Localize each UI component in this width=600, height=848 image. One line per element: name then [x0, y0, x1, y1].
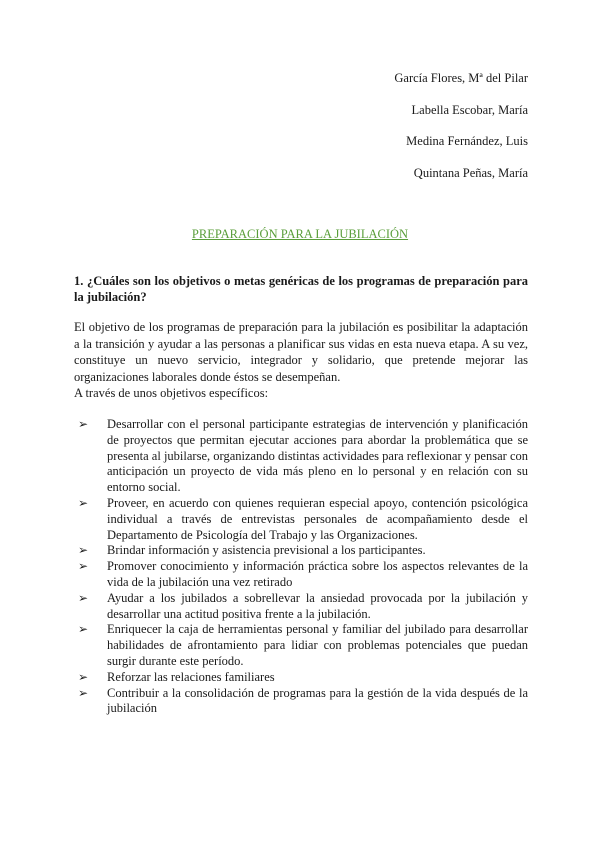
author-name: Labella Escobar, María — [411, 102, 528, 117]
objective-text: Ayudar a los jubilados a sobrellevar la ansiedad provocada por la jubilación y desarrollar una actitud positiva frente a la jubilación. — [107, 590, 528, 621]
author-name: García Flores, Mª del Pilar — [394, 71, 528, 85]
list-item — [74, 559, 528, 591]
arrow-bullet-icon: ➢ — [78, 543, 89, 558]
objectives-list — [74, 417, 528, 717]
arrow-bullet-icon: ➢ — [78, 559, 89, 574]
arrow-bullet-icon: ➢ — [78, 417, 89, 431]
specific-objectives-intro: A través de unos objetivos específicos: — [74, 386, 269, 400]
list-item — [74, 496, 528, 543]
list-item — [74, 417, 528, 496]
objective-text: Reforzar las relaciones familiares — [107, 669, 275, 684]
objective-text: Contribuir a la consolidación de programas para la gestión de la vida después de la jubilación — [107, 685, 528, 716]
arrow-bullet-icon: ➢ — [78, 495, 89, 510]
document-title: PREPARACIÓN PARA LA JUBILACIÓN — [191, 227, 409, 241]
list-item — [74, 591, 528, 623]
intro-section — [74, 319, 528, 402]
arrow-bullet-icon: ➢ — [78, 590, 89, 605]
list-item — [74, 670, 528, 686]
intro-paragraph: El objetivo de los programas de preparación para la jubilación es posibilitar la adaptación a la transición y ayudar a las personas a planificar sus vidas en esta nueva etapa. A su vez, constituye un nuevo servicio, integrador y solidario, que pretende mejorar las organizaciones laborales donde éstos se desempeñan. — [74, 320, 528, 384]
arrow-bullet-icon: ➢ — [78, 685, 89, 700]
author-name: Medina Fernández, Luis — [406, 134, 528, 148]
list-item — [74, 686, 528, 718]
objective-text: Enriquecer la caja de herramientas personal y familiar del jubilado para desarrollar habilidades de afrontamiento para lidiar con problemas potenciales que puedan surgir durante este período. — [107, 622, 528, 668]
objective-text: Promover conocimiento y información práctica sobre los aspectos relevantes de la vida de la jubilación una vez retirado — [107, 559, 528, 589]
arrow-bullet-icon: ➢ — [78, 622, 89, 637]
author-list — [394, 70, 528, 196]
objective-text: Brindar información y asistencia previsional a los participantes. — [107, 543, 426, 558]
question-heading: 1. ¿Cuáles son los objetivos o metas genéricas de los programas de preparación para la jubilación? — [74, 274, 528, 304]
arrow-bullet-icon: ➢ — [78, 669, 89, 684]
author-name: Quintana Peñas, María — [413, 165, 528, 180]
list-item — [74, 543, 528, 559]
objective-text: Desarrollar con el personal participante estrategias de intervención y planificación de proyectos que permitan ejecutar acciones para abordar la problemática que se presenta al jubilarse, organizando distintas actividades para reflexionar y pensar con anticipación un proyecto de vida más pleno en lo personal y en relación con su entorno social. — [107, 417, 528, 495]
list-item — [74, 622, 528, 669]
objective-text: Proveer, en acuerdo con quienes requieran especial apoyo, contención psicológica individual a través de entrevistas personales de acompañamiento desde el Departamento de Psicología del Trabajo y las Organizaciones. — [107, 495, 528, 542]
